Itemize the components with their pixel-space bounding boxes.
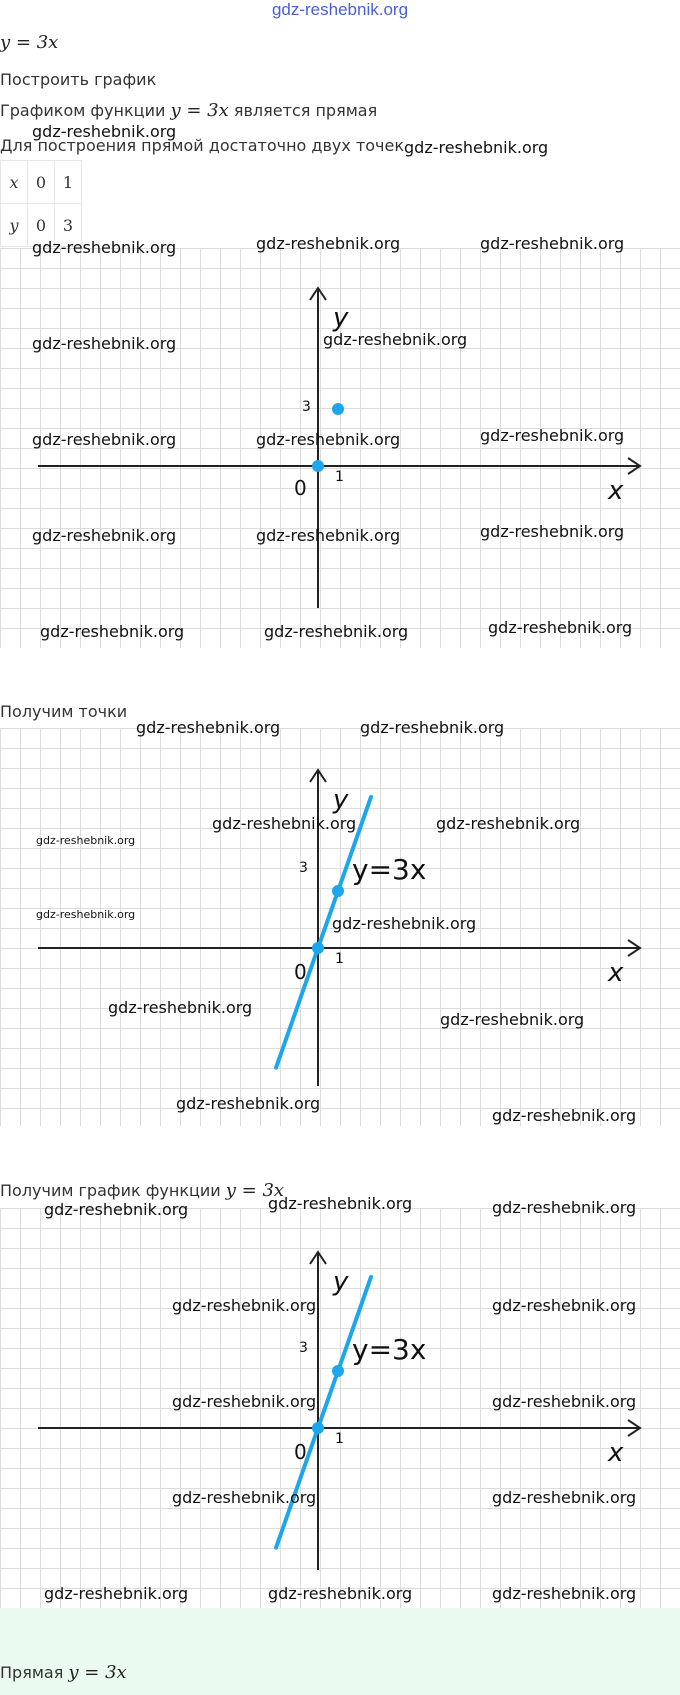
statement-suffix: является прямая (233, 101, 378, 120)
table-cell: 0 (28, 204, 55, 247)
watermark: gdz-reshebnik.org (268, 1584, 413, 1603)
line-label: y=3x (352, 853, 427, 886)
table-cell: 1 (55, 161, 82, 204)
watermark: gdz-reshebnik.org (172, 1296, 317, 1315)
answer-panel (0, 1608, 680, 1695)
watermark: gdz-reshebnik.org (268, 1194, 413, 1213)
watermark: gdz-reshebnik.org (264, 622, 409, 641)
tick-label-one: 1 (335, 1431, 344, 1447)
value-table (0, 160, 82, 247)
watermark: gdz-reshebnik.org (32, 526, 177, 545)
section3-title (0, 1180, 284, 1201)
section3-prefix: Получим график функции (0, 1181, 221, 1200)
graph-line (0, 718, 680, 1126)
watermark: gdz-reshebnik.org (404, 138, 549, 157)
task-instruction: Построить график (0, 70, 157, 89)
watermark: gdz-reshebnik.org (108, 998, 253, 1017)
section3-equation: y = 3x (225, 1180, 285, 1201)
watermark: gdz-reshebnik.org (36, 834, 136, 847)
statement-equation: y = 3x (170, 100, 229, 121)
line-label: y=3x (352, 1333, 427, 1366)
data-point (312, 460, 324, 472)
watermark: gdz-reshebnik.org (480, 522, 625, 541)
site-watermark-top: gdz-reshebnik.org (271, 0, 409, 19)
watermark: gdz-reshebnik.org (172, 1488, 317, 1507)
watermark: gdz-reshebnik.org (360, 718, 505, 737)
watermark: gdz-reshebnik.org (323, 330, 468, 349)
tick-label-one: 1 (335, 469, 344, 485)
data-point (312, 1422, 324, 1434)
origin-label: 0 (294, 960, 307, 984)
graph-points (0, 234, 680, 648)
graph-final (0, 1194, 680, 1608)
section2-title: Получим точки (0, 702, 128, 721)
watermark: gdz-reshebnik.org (256, 526, 401, 545)
two-points-note: Для построения прямой достаточно двух точек (0, 136, 405, 155)
data-point (332, 1365, 344, 1377)
answer-prefix: Прямая (0, 1663, 64, 1682)
y-axis-label: y (333, 785, 349, 815)
table-head-x: x (1, 161, 28, 204)
x-axis-label: x (608, 1438, 624, 1468)
origin-label: 0 (294, 1440, 307, 1464)
answer-equation: y = 3x (68, 1662, 127, 1683)
watermark: gdz-reshebnik.org (32, 430, 177, 449)
table-row-x (1, 161, 82, 204)
watermark: gdz-reshebnik.org (36, 908, 136, 921)
series-line-y-3x (276, 1277, 371, 1548)
data-point (332, 403, 344, 415)
watermark: gdz-reshebnik.org (332, 914, 477, 933)
y-axis-label: y (333, 1267, 349, 1297)
table-cell: 3 (55, 204, 82, 247)
data-point (312, 942, 324, 954)
y-axis-label: y (333, 303, 349, 333)
watermark: gdz-reshebnik.org (32, 238, 177, 257)
watermark: gdz-reshebnik.org (32, 334, 177, 353)
watermark: gdz-reshebnik.org (136, 718, 281, 737)
watermark: gdz-reshebnik.org (40, 622, 185, 641)
watermark: gdz-reshebnik.org (492, 1488, 637, 1507)
answer-text (0, 1662, 127, 1683)
watermark: gdz-reshebnik.org (488, 618, 633, 637)
table-cell: 0 (28, 161, 55, 204)
watermark: gdz-reshebnik.org (480, 234, 625, 253)
watermark: gdz-reshebnik.org (492, 1296, 637, 1315)
table-head-y: y (1, 204, 28, 247)
watermark: gdz-reshebnik.org (44, 1584, 189, 1603)
watermark: gdz-reshebnik.org (492, 1584, 637, 1603)
watermark: gdz-reshebnik.org (440, 1010, 585, 1029)
watermark: gdz-reshebnik.org (172, 1392, 317, 1411)
watermark: gdz-reshebnik.org (256, 234, 401, 253)
watermark: gdz-reshebnik.org (176, 1094, 321, 1113)
data-point (332, 885, 344, 897)
origin-label: 0 (294, 476, 307, 500)
tick-label-three: 3 (302, 399, 311, 415)
tick-label-three: 3 (299, 860, 308, 876)
watermark: gdz-reshebnik.org (436, 814, 581, 833)
watermark: gdz-reshebnik.org (32, 122, 177, 141)
watermark: gdz-reshebnik.org (480, 426, 625, 445)
watermark: gdz-reshebnik.org (492, 1392, 637, 1411)
watermark: gdz-reshebnik.org (492, 1106, 637, 1125)
x-axis-label: x (608, 476, 624, 506)
task-statement (0, 100, 377, 121)
x-axis-label: x (608, 958, 624, 988)
tick-label-three: 3 (299, 1340, 308, 1356)
tick-label-one: 1 (335, 951, 344, 967)
statement-prefix: Графиком функции (0, 101, 166, 120)
watermark: gdz-reshebnik.org (44, 1200, 189, 1219)
task-equation: y = 3x (0, 32, 59, 53)
watermark: gdz-reshebnik.org (212, 814, 357, 833)
watermark: gdz-reshebnik.org (492, 1198, 637, 1217)
watermark: gdz-reshebnik.org (256, 430, 401, 449)
